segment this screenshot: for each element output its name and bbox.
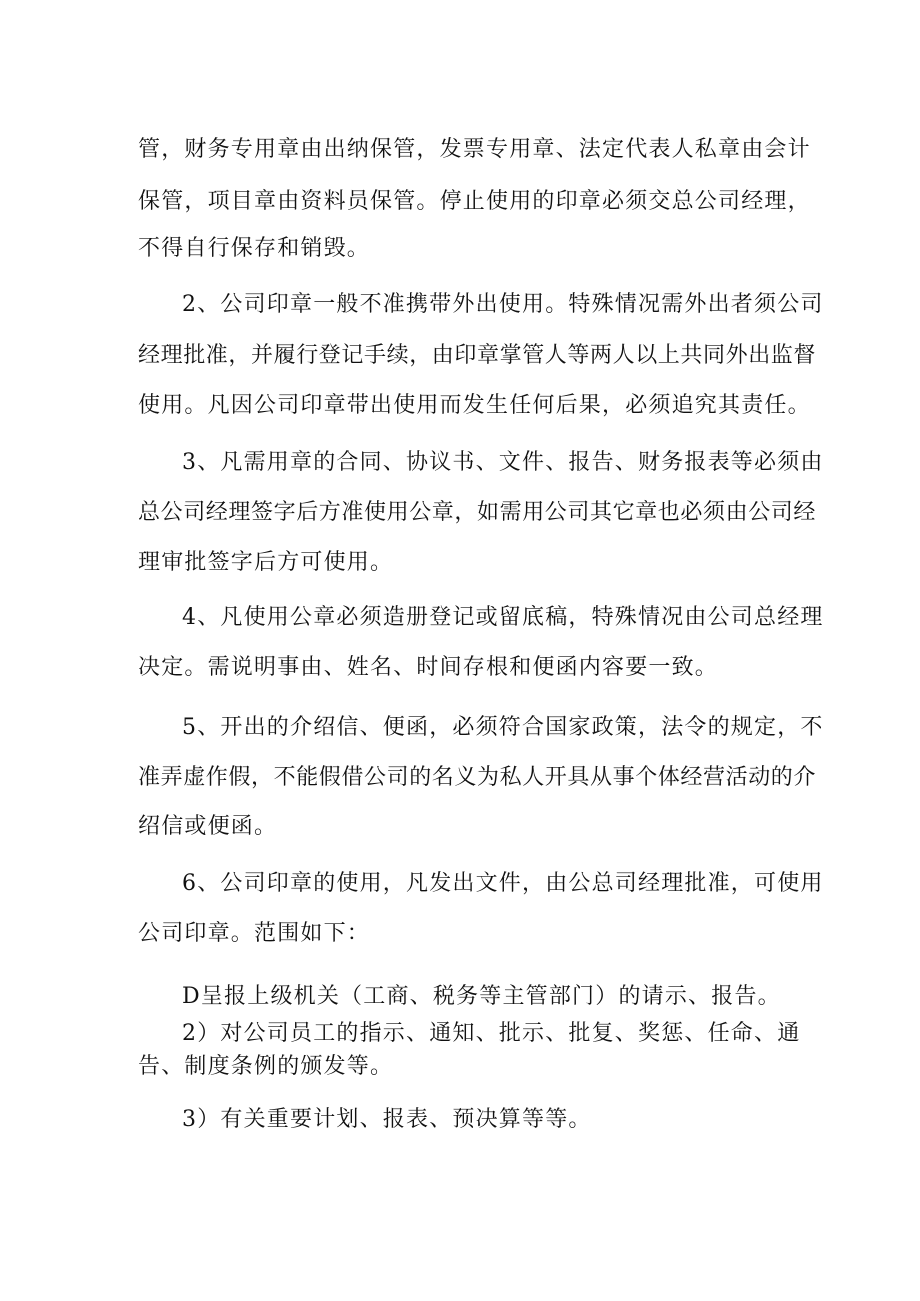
text-line: 保管，项目章由资料员保管。停止使用的印章必须交总公司经理，	[138, 189, 811, 214]
paragraph-3-line: 3、凡需用章的合同、协议书、文件、报告、财务报表等必须由	[182, 450, 824, 475]
text-line: 经理批准，并履行登记手续，由印章掌管人等两人以上共同外出监督	[138, 343, 817, 368]
text-line: 准弄虚作假，不能假借公司的名义为私人开具从事个体经营活动的介	[138, 765, 817, 790]
scope-item-1: D呈报上级机关（工商、税务等主管部门）的请示、报告。	[182, 984, 781, 1009]
paragraph-2-line: 2、公司印章一般不准携带外出使用。特殊情况需外出者须公司	[182, 292, 824, 317]
scope-item-2: 2）对公司员工的指示、通知、批示、批复、奖惩、任命、通	[182, 1021, 801, 1046]
paragraph-4-line: 4、凡使用公章必须造册登记或留底稿，特殊情况由公司总经理	[182, 605, 824, 630]
text-line: 公司印章。范围如下：	[138, 921, 371, 946]
paragraph-6-line: 6、公司印章的使用，凡发出文件，由公总司经理批准，可使用	[182, 871, 824, 896]
scope-item-3: 3）有关重要计划、报表、预决算等等。	[182, 1107, 592, 1132]
text-line: 理审批签字后方可使用。	[138, 550, 394, 575]
text-line: 使用。凡因公司印章带出使用而发生任何后果，必须追究其责任。	[138, 393, 811, 418]
text-line: 管，财务专用章由出纳保管，发票专用章、法定代表人私章由会计	[138, 137, 811, 162]
text-line: 不得自行保存和销毁。	[138, 236, 371, 261]
text-line: 总公司经理签字后方准使用公章，如需用公司其它章也必须由公司经	[138, 500, 817, 525]
text-line: 告、制度条例的颁发等。	[138, 1054, 394, 1079]
paragraph-5-line: 5、开出的介绍信、便函，必须符合国家政策，法令的规定，不	[182, 715, 824, 740]
text-line: 绍信或便函。	[138, 814, 278, 839]
text-line: 决定。需说明事由、姓名、时间存根和便函内容要一致。	[138, 655, 719, 680]
